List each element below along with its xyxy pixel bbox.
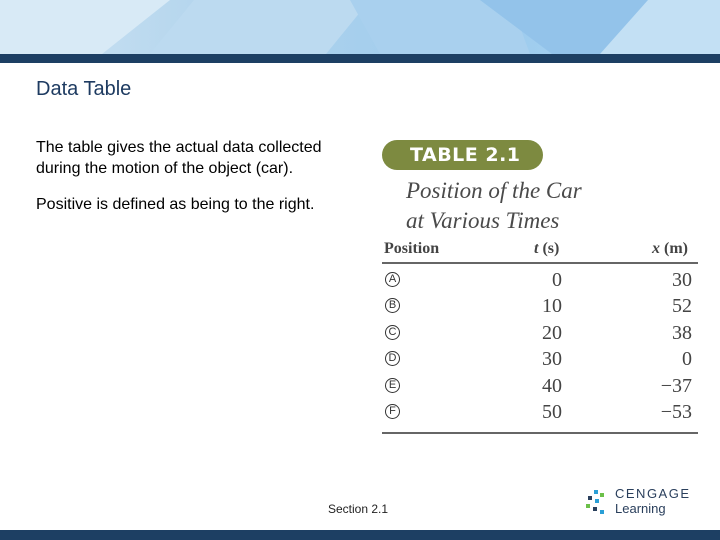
slide-title: Data Table [36,78,132,100]
table-body [382,269,698,427]
footer-bar [0,530,720,540]
column-header-time-unit: (s) [538,240,560,257]
column-header-x-var: x [652,240,660,257]
cell-position: −53 [660,400,692,423]
cell-time: 0 [552,269,562,291]
table-header-rule [382,262,698,264]
cell-position: 52 [672,295,692,318]
position-marker-icon: B [385,298,400,313]
section-label: Section 2.1 [328,502,389,516]
cell-time: 20 [542,321,562,344]
cell-position: 38 [672,321,692,344]
body-text [36,137,336,215]
cell-time: 40 [542,374,562,397]
cell-position: 30 [672,269,692,291]
cell-time: 30 [542,348,562,371]
table-row [382,322,698,348]
cell-time: 50 [542,400,562,423]
table-badge: TABLE 2.1 [382,140,543,170]
table-row [382,269,698,295]
cell-position: −37 [660,374,692,397]
table-row [382,401,698,427]
position-marker-icon: F [385,404,400,419]
cengage-logo [585,486,695,520]
table-row [382,375,698,401]
body-paragraph-1: The table gives the actual data collected during the motion of the object (car). [36,139,322,177]
table-row [382,348,698,374]
body-paragraph-2: Positive is defined as being to the right. [36,196,315,213]
table-caption-line-2: at Various Times [406,208,560,233]
position-marker-icon: D [385,351,400,366]
cell-position: 0 [682,348,692,371]
table-row [382,295,698,321]
column-header-position: Position [384,240,440,257]
table-bottom-rule [382,432,698,434]
cengage-logo-line-2: Learning [615,501,666,516]
cengage-logo-mark-icon [585,488,611,516]
cengage-logo-line-1: CENGAGE [615,486,691,501]
column-header-x-unit: (m) [660,240,688,257]
position-marker-icon: A [385,272,400,287]
column-header-position-x [652,240,688,258]
position-marker-icon: E [385,378,400,393]
header-banner [0,0,720,54]
header-rule [0,54,720,63]
column-header-time-var: t [534,240,539,257]
cell-time: 10 [542,295,562,318]
column-header-time [534,240,559,258]
position-marker-icon: C [385,325,400,340]
table-caption [406,176,706,236]
table-caption-line-1: Position of the Car [406,178,582,203]
